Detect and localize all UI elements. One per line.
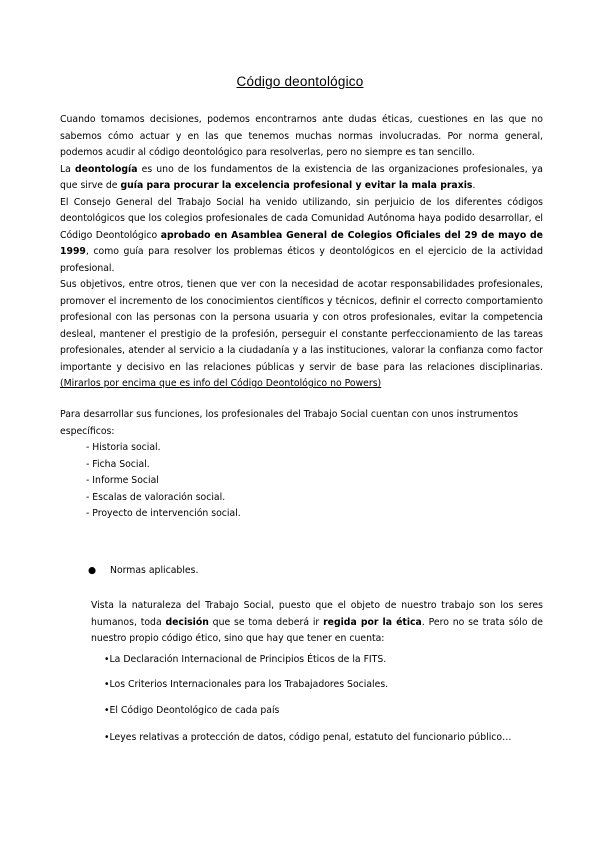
bold-run: regida por la ética <box>323 616 422 628</box>
list-item: - Informe Social <box>86 475 159 486</box>
intro-paragraph-4 <box>60 277 543 393</box>
text-run: Vista la naturaleza del Trabajo Social, puesto que el objeto de nuestro trabajo son los seres humanos, toda <box>91 600 543 628</box>
text-run: es uno de los fundamentos de la existencia de las organizaciones profesionales, ya que sirve de <box>60 163 543 191</box>
text-run: . Pero no se trata sólo de nuestro propio código ético, sino que hay que tener en cuenta: <box>91 616 544 644</box>
intro-paragraph-2 <box>60 162 543 195</box>
text-run: que se toma deberá ir <box>208 616 324 628</box>
bold-run: deontología <box>75 163 138 175</box>
normas-heading-text: Normas aplicables. <box>110 565 199 576</box>
text-run: El Consejo General del Trabajo Social ha venido utilizando, sin perjuicio de los diferentes códigos deontológicos que los colegios profesionales de cada Comunidad Autónoma haya podido desarrollar, el Código Deontológico <box>60 196 543 241</box>
norma-item: •Leyes relativas a protección de datos, código penal, estatuto del funcionario público… <box>104 732 512 743</box>
instruments-list <box>60 440 543 523</box>
list-item: - Ficha Social. <box>86 458 150 470</box>
list-item: - Escalas de valoración social. <box>86 491 226 503</box>
bullet-icon: ● <box>88 565 97 576</box>
instruments-section <box>60 407 543 523</box>
text-run: La <box>60 163 75 175</box>
text-run: Sus objetivos, entre otros, tienen que ver con la necesidad de acotar responsabilidades profesionales, promover el incremento de los conocimientos científicos y técnicos, definir el correcto comportamiento profesional con las personas con la persona usuaria y con otros profesionales, evitar la competencia desleal, mantener el prestigio de la profesión, perseguir el constante perfeccionamiento de las tareas profesionales, atender al servicio a la ciudadanía y a las instituciones, valorar la confianza como factor importante y decisivo en las relaciones públicas y servir de base para las relaciones disciplinarias. <box>60 279 543 373</box>
instruments-lead: Para desarrollar sus funciones, los profesionales del Trabajo Social cuentan con unos instrumentos específicos: <box>60 409 519 437</box>
norma-item: •El Código Deontológico de cada país <box>104 705 280 716</box>
normas-paragraph <box>91 598 543 648</box>
norma-item: •Los Criterios Internacionales para los Trabajadores Sociales. <box>104 679 389 690</box>
intro-paragraph-3 <box>60 195 543 278</box>
list-item: - Proyecto de intervención social. <box>86 508 241 519</box>
intro-section <box>60 112 543 393</box>
intro-paragraph-1: Cuando tomamos decisiones, podemos encontrarnos ante dudas éticas, cuestiones en las que no sabemos cómo actuar y en las que tenemos muchas normas involucradas. Por norma general, podemos acudir al código deontológico para resolverlas, pero no siempre es tan sencillo. <box>60 114 543 158</box>
bold-run: guía para procurar la excelencia profesional y evitar la mala praxis <box>120 180 473 191</box>
normas-text <box>91 598 543 648</box>
text-run: . <box>472 180 476 191</box>
page-title: Código deontológico <box>236 74 364 89</box>
normas-heading <box>88 565 198 576</box>
bold-run: decisión <box>165 616 209 628</box>
norma-item: •La Declaración Internacional de Principios Éticos de la FITS. <box>104 654 387 665</box>
underlined-note: (Mirarlos por encima que es info del Código Deontológico no Powers) <box>60 378 382 389</box>
bold-run: aprobado en Asamblea General de Colegios Oficiales del 29 de mayo de 1999 <box>60 229 543 257</box>
text-run: , como guía para resolver los problemas éticos y deontológicos en el ejercicio de la actividad profesional. <box>60 246 543 274</box>
list-item: - Historia social. <box>86 442 161 453</box>
